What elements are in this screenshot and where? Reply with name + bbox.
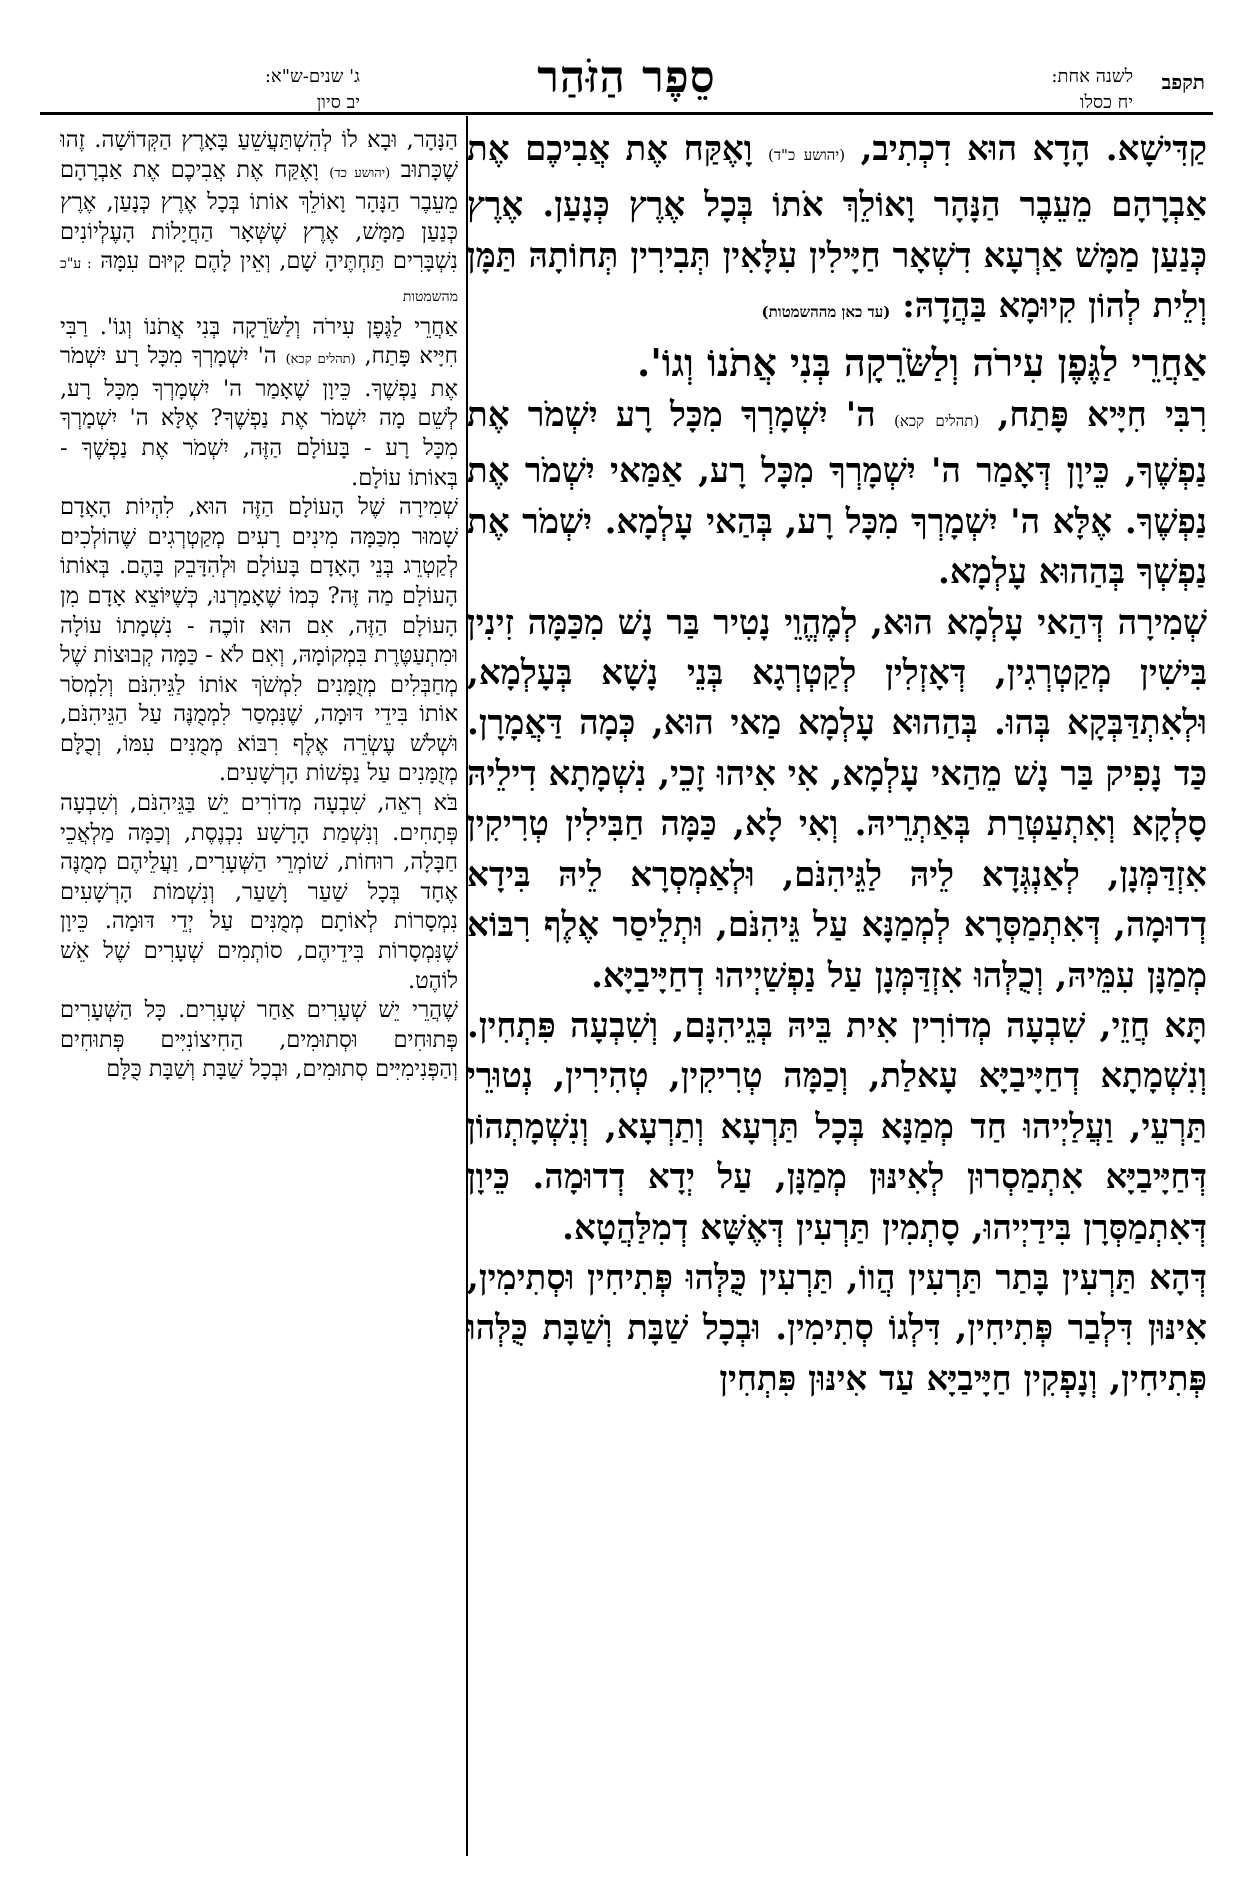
verse-heading: אַחֲרֵי לַגֶּפֶן עִירֹה וְלַשֹּׂרֵקָה בְּנִי אֲתֹנוֹ וְגוֹ'. [637, 339, 1207, 385]
verse-reference: (יהושע כ"ד) [767, 146, 846, 164]
main-text: ה' יִשְׁמָרְךָ מִכָּל רָע יִשְׁמֹר אֶת נַפְשֶׁךָ, כֵּיוָן דְּאָמַר ה' יִשְׁמָרְךָ מִכָּל רָע, אַמַּאי יִשְׁמֹר אֶת נַפְשֶׁךָ. אֶלָּא ה' יִשְׁמָרְךָ מִכָּל רָע, בְּהַאי עָלְמָא. יִשְׁמֹר אֶת נַפְשְׁךָ בְּהַהוּא עָלְמָא. [467, 395, 1207, 593]
translation-paragraph [60, 126, 458, 313]
date-label: יח כסלו [1079, 92, 1133, 113]
translation-column [60, 126, 458, 1866]
page-title: סֵפֶר הַזֹּהַר [537, 52, 716, 103]
main-paragraph: דְּהָא תַּרְעִין בָּתַר תַּרְעִין הֲווֹ, תַּרְעִין כֻּלְּהוּ פְּתִיחִין וּסְתִימִין, אִינּוּן דִּלְבַר פְּתִיחִין, דִּלְגוֹ סְתִימִין. וּבְכָל שַׁבָּת וְשַׁבָּת כֻּלְּהוּ פְּתִיחִין, וְנָפְקִין חַיָּיבַיָּא עַד אִינּוּן פִּתְחִין [467, 1257, 1207, 1399]
main-column [467, 124, 1207, 1864]
omission-note: : ע"כ מהשמטות [60, 256, 458, 305]
translation-paragraph: בֹּא רְאֵה, שִׁבְעָה מְדוֹרִים יֵשׁ בַּגֵּיהִנֹּם, וְשִׁבְעָה פְּתָחִים. וְנִשְׁמַת הָרָשָׁע נִכְנֶסֶת, וְכַמָּה מַלְאֲכֵי חַבָּלָה, רוּחוֹת, שׁוֹמְרֵי הַשְּׁעָרִים, וַעֲלֵיהֶם מְמֻנֶּה אֶחָד בְּכָל שַׁעַר וָשַׁעַר, וְנִשְׁמוֹת הָרְשָׁעִים נִמְסָרוֹת לְאוֹתָם מְמֻנִּים עַל יְדֵי דּוּמָה. כֵּיוָן שֶׁנִּמְסָרוֹת בִּידֵיהֶם, סוֹתְמִים שְׁעָרִים שֶׁל אֵשׁ לוֹהֶט. [60, 790, 458, 994]
translation-text: ה' יִשְׁמָרְךָ מִכָּל רָע יִשְׁמֹר אֶת נַפְשֶׁךָ. כֵּיוָן שֶׁאָמַר ה' יִשְׁמָרְךָ מִכָּל רָע, לְשֵׁם מָה יִשְׁמֹר אֶת נַפְשֶׁךָ? אֶלָּא ה' יִשְׁמָרְךָ מִכָּל רָע - בָּעוֹלָם הַזֶּה, יִשְׁמֹר אֶת נַפְשֶׁךָ - בְּאוֹתוֹ עוֹלָם. [60, 343, 458, 491]
date-label-left: יב סיון [316, 92, 360, 113]
main-text: וָאֶקַּח אֶת אֲבִיכֶם אֶת אַבְרָהָם מֵעֵבֶר הַנָּהָר וָאוֹלֵךְ אֹתוֹ בְּכָל אֶרֶץ כְּנָעַן. אֶרֶץ כְּנַעַן מַמָּשׁ אַרְעָא דִשְׁאָר חַיָּילִין עִלָּאִין תְּבִירִין תְּחוֹתָהּ תַּמָּן וְלֵית לְהוֹן קִיוּמָא בַּהֲדָהּ: [467, 129, 1207, 327]
verse-reference: (תהלים קכא) [285, 352, 356, 368]
main-text: קַדִּישָׁא. הָדָא הוּא דִכְתִיב, [860, 129, 1207, 169]
cycle-label-left: ג' שנים-ש"א: [264, 66, 360, 87]
translation-paragraph [60, 313, 458, 494]
main-paragraph: תָּא חֲזֵי, שִׁבְעָה מְדוֹרִין אִית בֵּיהּ בְּגֵיהִנָּם, וְשִׁבְעָה פִּתְחִין. וְנִשְׁמָתָא דְחַיָּיבַיָּא עָאלַת, וְכַמָּה טְרִיקִין, טְהִירִין, נְטוּרֵי תַּרְעֵי, וַעֲלַיְיהוּ חַד מְמַנָּא בְּכָל תַּרְעָא וְתַרְעָא, וְנִשְׁמָתְהוֹן דְּחַיָּיבַיָּא אִתְמַסְרוּן לְאִינּוּן מְמַנָּן, עַל יְדָא דְדוּמָה. כֵּיוָן דְּאִתְמַסְּרָן בִּידַיְיהוּ, סָתְמִין תַּרְעִין דְּאֶשָּׁא דְמִלַּהֲטָא. [467, 1005, 1207, 1248]
verse-reference: (יהושע כד) [329, 165, 391, 181]
cycle-label: לשנה אחת: [1051, 66, 1133, 87]
omission-note: (עד כאן מההשמטות) [761, 303, 891, 322]
translation-text: וָאֶקַּח אֶת אֲבִיכֶם אֶת אַבְרָהָם מֵעֵבֶר הַנָּהָר וָאוֹלֵךְ אוֹתוֹ בְּכָל אֶרֶץ כְּנָעַן, אֶרֶץ כְּנַעַן מַמָּשׁ, אֶרֶץ שֶׁשְּׁאָר הַחֲיָלוֹת הָעֶלְיוֹנִים נִשְׁבָּרִים תַּחְתֶּיהָ שָׁם, וְאֵין לָהֶם קִיּוּם עִמָּהּ [60, 156, 458, 275]
main-paragraph: שְׁמִירָה דְּהַאי עָלְמָא הוּא, לְמֶהֱוֵי נָטִיר בַּר נָשׁ מִכַּמָּה זִינִין בִּישִׁין מְקַטְרְגִין, דְּאָזְלִין לְקַטְרְגָא בְּנֵי נָשָׁא בְּעָלְמָא, וּלְאִתְדַּבְּקָא בְּהוּ. בְּהַהוּא עָלְמָא מַאי הוּא, כְּמָה דַּאֲמָרָן. כַּד נָפִיק בַּר נָשׁ מֵהַאי עָלְמָא, אִי אִיהוּ זָכֵי, נִשְׁמָתָא דִילֵיהּ סָלְקָא וְאִתְעַטְּרַת בְּאַתְרֵיהּ. וְאִי לָא, כַּמָּה חַבִּילִין טְרִיקִין אִזְדַּמְּנָן, לְאַנְגְּדָא לֵיהּ לַגֵּיהִנֹּם, וּלְאַמְסְרָא לֵיהּ בִּידָא דְדוּמָה, דְּאִתְמַסְּרָא לְמְמַנָּא עַל גֵּיהִנֹּם, וּתְלֵיסַר אֶלֶף רִבּוֹא מְמַנָּן עִמֵּיהּ, וְכֻלְּהוּ אִזְדַּמְּנָן עַל נַפְשַׁיְיהוּ דְחַיָּיבַיָּא. [467, 602, 1207, 996]
main-paragraph [467, 390, 1207, 598]
header-rule [40, 112, 1213, 115]
verse-reference: (תהלים קכא) [893, 412, 980, 431]
page-number: תקפב [1161, 70, 1205, 94]
translation-text: אַחֲרֵי לַגֶּפֶן עִירֹה וְלַשֹּׂרֵקָה בְּנִי אֲתֹנוֹ וְגוֹ'. רַבִּי חִיָּיא פָּתַח, [60, 313, 458, 370]
translation-text: הַנָּהָר, וּבָא לוֹ לְהִשְׁתַּעֲשֵׁעַ בָּאָרֶץ הַקְּדוֹשָׁה. זֶהוּ שֶׁכָּתוּב [60, 127, 458, 183]
main-text: רִבִּי חִיָּיא פָּתַח, [997, 395, 1207, 436]
study-cycle-left [60, 64, 360, 116]
main-paragraph [467, 124, 1207, 338]
translation-paragraph: שֶׁהֲרֵי יֵשׁ שְׁעָרִים אַחַר שְׁעָרִים. כָּל הַשְּׁעָרִים פְּתוּחִים וּסְתוּמִים, הַחִיצוֹנִיִּים פְּתוּחִים וְהַפְּנִימִיִּים סְתוּמִים, וּבְכָל שַׁבָּת וְשַׁבָּת כֻּלָּם [60, 997, 458, 1083]
translation-paragraph: שְׁמִירָה שֶׁל הָעוֹלָם הַזֶּה הוּא, לִהְיוֹת הָאָדָם שָׁמוּר מִכַּמָּה מִינִים רָעִים מְקַטְרְגִים שֶׁהוֹלְכִים לְקַטְרֵג בְּנֵי הָאָדָם בָּעוֹלָם וּלְהִדָּבֵק בָּהֶם. בְּאוֹתוֹ הָעוֹלָם מַה זֶּה? כְּמוֹ שֶׁאָמַרְנוּ, כְּשֶׁיּוֹצֵא אָדָם מִן הָעוֹלָם הַזֶּה, אִם הוּא זוֹכֶה - נִשְׁמָתוֹ עוֹלָה וּמִתְעַטֶּרֶת בִּמְקוֹמָהּ, וְאִם לֹא - כַּמָּה קְבוּצוֹת שֶׁל מְחַבְּלִים מְזֻמָּנִים לִמְשֹׁךְ אוֹתוֹ לַגֵּיהִנֹּם וְלִמְסֹר אוֹתוֹ בִּידֵי דּוּמָה, שֶׁנִּמְסַר לִמְמֻנֶּה עַל הַגֵּיהִנֹּם, וּשְׁלֹשׁ עֶשְׂרֵה אֶלֶף רִבּוֹא מְמֻנִּים עִמּוֹ, וְכֻלָּם מְזֻמָּנִים עַל נַפְשׁוֹת הָרְשָׁעִים. [60, 494, 458, 787]
main-paragraph [467, 338, 1207, 390]
